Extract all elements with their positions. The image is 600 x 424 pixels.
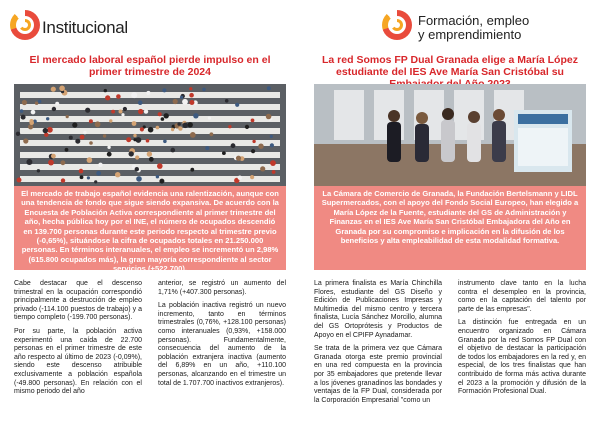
right-headline: La red Somos FP Dual Granada elige a María López estudiante del IES Ave María San Cristóbal su	[322, 54, 578, 78]
section-label-formacion	[418, 14, 529, 42]
right-page	[300, 0, 600, 424]
award-group-photo	[314, 84, 586, 186]
left-column-2	[158, 280, 286, 393]
left-paragraph: Cabe destacar que el descenso trimestral en la ocupación correspondió principalmente a destrucción de empleo privado (-114.100 puestos de trabajo) y a tiempo completo (-199.700 personas).	[14, 280, 142, 322]
chamber-logo-icon	[382, 10, 412, 40]
right-body	[314, 280, 586, 420]
left-headline: El mercado laboral español pierde impulso en el primer trimestre de 2024	[29, 54, 271, 78]
left-summary-box: El mercado de trabajo español evidencia una ralentización, aunque con una tendencia de fondo que sigue siendo expansiva. De acuerdo con la Encuesta de Población Activa correspondiente al primer trimestre del año, hecha pública hoy por el INE, el número de ocupados descendió en 139.700 personas durante este periodo respecto al trimestre previo (-0,65%), situándose la cifra de ocupados totales en 21.250.000 personas. En términos interanuales, el empleo se incrementó un 2,98% (615.800 ocupados más), la gran mayoría correspondiente al sector servicios (+522.700).	[14, 186, 286, 270]
left-header	[0, 4, 300, 44]
right-header	[300, 4, 600, 44]
chamber-logo-icon	[10, 10, 40, 40]
section-label-line: y emprendimiento	[418, 27, 522, 42]
right-paragraph: La primera finalista es María Chinchilla Flores, estudiante del GS Diseño y Edición de Publicaciones Impresas y Multimedia del mismo centro y tercera finalista, Lucía Sánchez Morcillo, alumna del GS Ortoprótesis y Productos de Apoyo en el CPIFP Aynadamar.	[314, 280, 442, 339]
right-summary-box: La Cámara de Comercio de Granada, la Fundación Bertelsmann y LIDL Supermercados, con el apoyo del Fondo Social Europeo, han elegido a María López de la Fuente, estudiante del GS de Administración y Finanzas en el IES Ave María San Cristóbal Embajadora del Año en Granada por su compromiso e implicación en la difusión de los beneficios y alta empleabilidad de esta modalidad formativa.	[314, 186, 586, 270]
right-paragraph: instrumento clave tanto en la lucha contra el desempleo en la provincia, como en la captación del talento por parte de las empresas".	[458, 280, 586, 313]
left-paragraph: Por su parte, la población activa experimentó una caída de 22.700 personas en el primer trimestre de este año respecto al último de 2023 (-0,09%), siendo este descenso atribuible exclusivamente a población española (-49.800 personas). En relación con el mismo periodo del año	[14, 327, 142, 396]
right-column-2	[458, 280, 586, 402]
crosswalk-crowd-photo	[14, 84, 286, 186]
right-paragraph: La distinción fue entregada en un encuentro organizado en Cámara Granada por la red Somos FP Dual con el objetivo de destacar la participación de todos los embajadores en la red y, en especial, de los tres finalistas que han contribuido de forma más activa durante el 2023 a la promoción y difusión de la Formación Profesional Dual.	[458, 319, 586, 396]
right-paragraph: Se trata de la primera vez que Cámara Granada otorga este premio provincial en una red compuesta en la provincia por 35 embajadores que pretende llevar a los jóvenes granadinos las bondades y ventajas de la FP Dual, considerada por la Corporación Empresarial "como un	[314, 345, 442, 404]
left-paragraph: anterior, se registró un aumento del 1,71% (+407.300 personas).	[158, 280, 286, 296]
section-label-institucional: Institucional	[42, 18, 128, 37]
left-paragraph: La población inactiva registró un nuevo incremento, tanto en términos trimestrales (0,76%, +128.100 personas) como interanuales (0,93%, +158.000 personas). Fundamentalmente, consecuencia del aumento de la población extranjera inactiva (aumento del 6,89% en un año, +110.100 personas, alcanzando en el trimestre un total de 1.707.700 inactivos extranjeros).	[158, 302, 286, 387]
section-label-line: Formación, empleo	[418, 13, 530, 28]
left-column-1	[14, 280, 142, 402]
right-column-1	[314, 280, 442, 410]
left-body	[14, 280, 286, 420]
